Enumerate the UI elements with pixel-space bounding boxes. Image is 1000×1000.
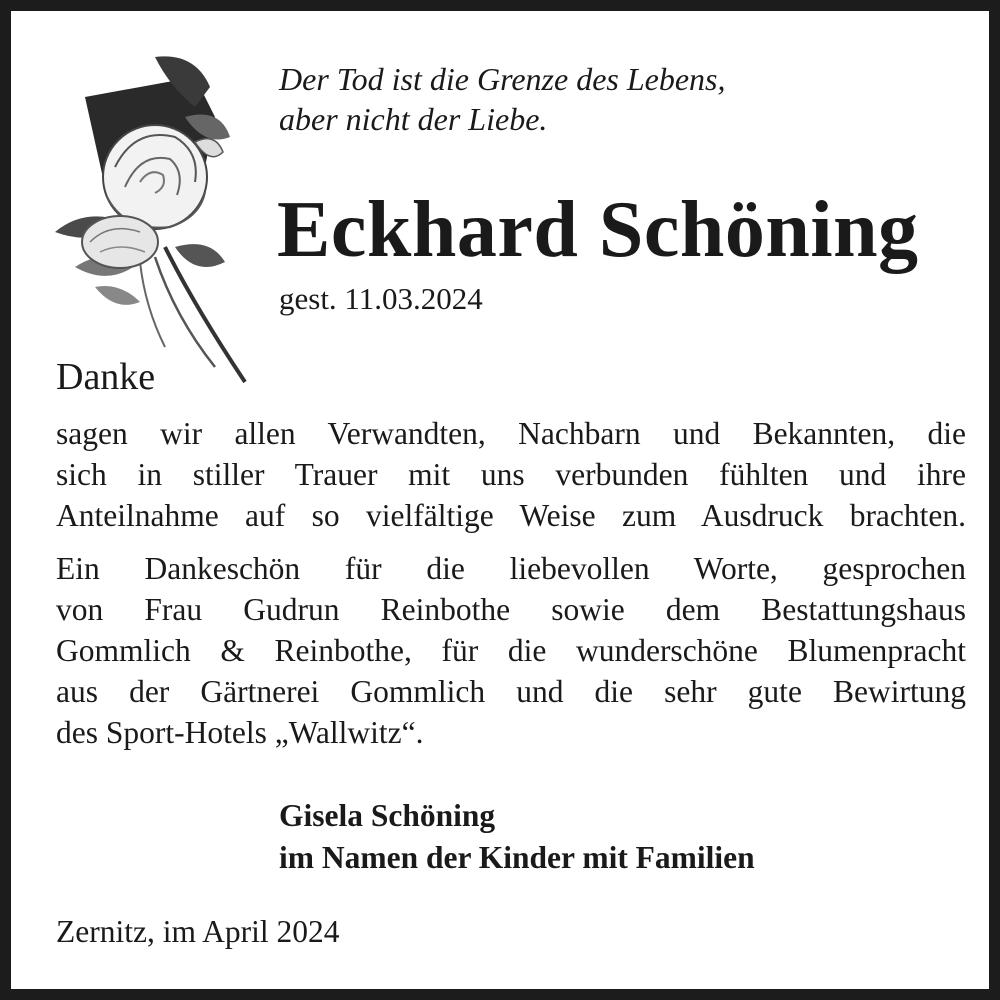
thanks-paragraph-1	[56, 413, 966, 536]
signature-name: Gisela Schöning	[279, 798, 496, 833]
signature-family: im Namen der Kinder mit Familien	[279, 840, 755, 875]
thanks-paragraph-2	[56, 548, 966, 753]
rose-illustration-icon	[45, 47, 255, 387]
paragraph-2-line: aus der Gärtnerei Gommlich und die sehr gute Bewirtung	[56, 674, 966, 709]
paragraph-2-line: des Sport-Hotels „Wallwitz“.	[56, 715, 424, 750]
paragraph-2-line: Ein Dankeschön für die liebevollen Worte, gesprochen	[56, 551, 966, 586]
signature-block	[279, 795, 755, 879]
paragraph-1-line: Anteilnahme auf so vielfältige Weise zum Ausdruck brachten.	[56, 498, 966, 533]
paragraph-2-line: von Frau Gudrun Reinbothe sowie dem Bestattungshaus	[56, 592, 966, 627]
place-and-date: Zernitz, im April 2024	[56, 914, 340, 949]
memorial-quote	[279, 59, 726, 139]
quote-line-1: Der Tod ist die Grenze des Lebens,	[279, 61, 726, 97]
date-of-death: gest. 11.03.2024	[279, 281, 483, 316]
paragraph-2-line: Gommlich & Reinbothe, für die wunderschöne Blumenpracht	[56, 633, 966, 668]
paragraph-1-line: sich in stiller Trauer mit uns verbunden fühlten und ihre	[56, 457, 966, 492]
deceased-name: Eckhard Schöning	[277, 186, 919, 274]
quote-line-2: aber nicht der Liebe.	[279, 101, 548, 137]
thanks-heading: Danke	[56, 356, 156, 398]
paragraph-1-line: sagen wir allen Verwandten, Nachbarn und Bekannten, die	[56, 416, 966, 451]
